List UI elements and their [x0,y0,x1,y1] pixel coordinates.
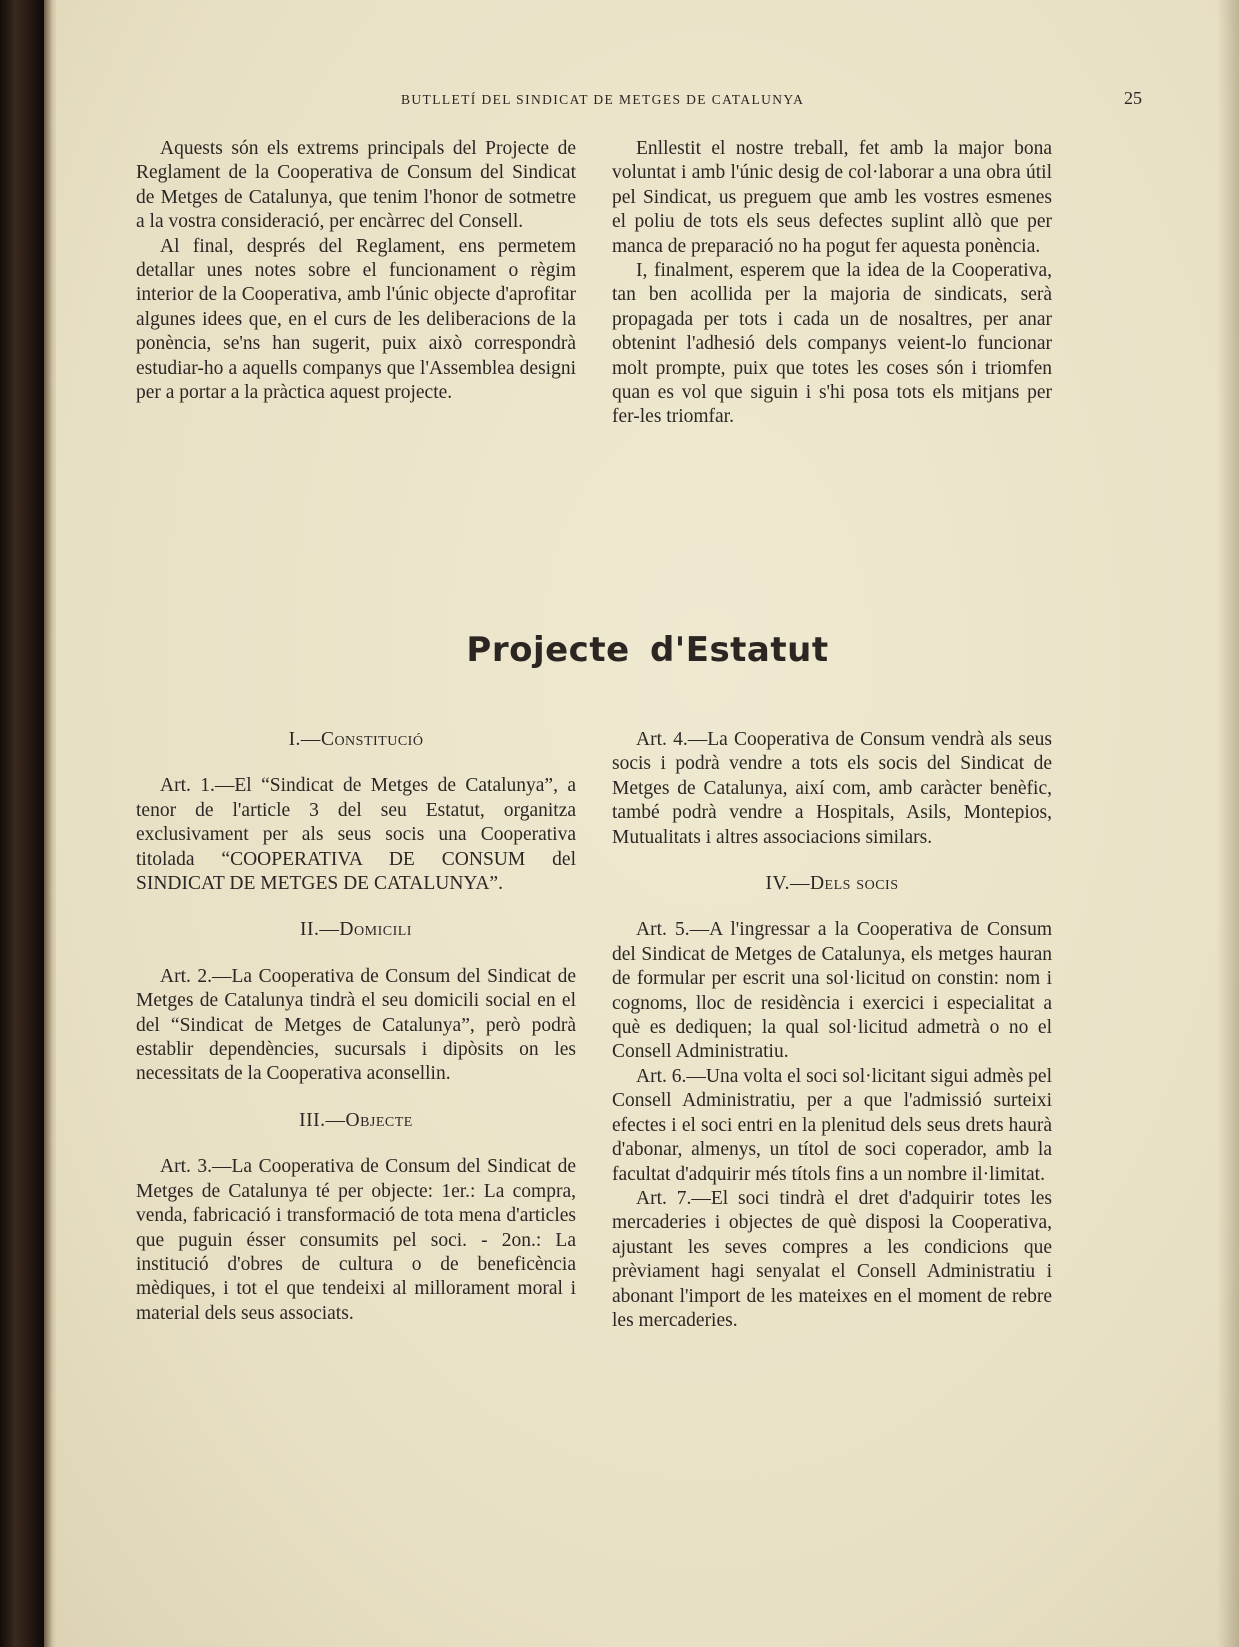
section-title: Projecte d'Estatut [466,630,829,670]
section-heading-objecte: III.—Objecte [299,1109,413,1131]
intro-paragraph-3: Enllestit el nostre treball, fet amb la major bona voluntat i amb l'únic desig de col·laborar a una obra útil pel Sindicat, us preguem que amb les vostres esmenes el poliu de tots els seus defectes suplint allò que per manca de preparació no ha pogut fer aquesta ponència. [612,138,1052,257]
intro-left-column [136,137,576,405]
article-1: Art. 1.—El “Sindicat de Metges de Catalunya”, a tenor de l'article 3 del seu Estatut, organitza exclusivament per als seus socis una Cooperativa titolada “COOPERATIVA DE CONSUM del SINDICAT DE METGES DE CATALUNYA”. [136,775,576,895]
running-title: BUTLLETÍ DEL SINDICAT DE METGES DE CATALUNYA [401,92,805,107]
page-number: 25 [1124,88,1142,108]
article-7: Art. 7.—El soci tindrà el dret d'adquirir totes les mercaderies i objectes de què disposi la Cooperativa, ajustant les seves compres a les condicions que prèviament hagi senyalat el Consell Administratiu i abonant l'import de les mateixes en el moment de rebre les mercaderies. [612,1187,1052,1331]
article-3: Art. 3.—La Cooperativa de Consum del Sindicat de Metges de Catalunya té per objecte: 1er.: La compra, venda, fabricació i transformació de tota mena d'articles que puguin ésser consumits pel soci. - 2on.: La institució d'obres de cultura o de beneficència mèdiques, i tot el que tendeixi al millorament moral i material dels seus associats. [136,1156,576,1324]
article-4: Art. 4.—La Cooperativa de Consum vendrà als seus socis i podrà vendre a tots els socis del Sindicat de Metges de Catalunya, així com, amb caràcter benèfic, també podrà vendre a Hospitals, Asils, Montepios, Mutualitats i altres associacions similars. [612,729,1052,848]
intro-paragraph-2: Al final, després del Reglament, ens permetem detallar unes notes sobre el funcionament o règim interior de la Cooperativa, amb l'únic objecte d'aprofitar algunes idees que, en el curs de les deliberacions de la ponència, se'ns han sugerit, puix això correspondrà estudiar-ho a aquells companys que l'Assemblea designi per a portar a la pràctica aquest projecte. [136,235,576,404]
section-heading-constitucio: I.—Constitució [288,729,424,750]
article-5: Art. 5.—A l'ingressar a la Cooperativa de Consum del Sindicat de Metges de Catalunya, els metges hauran de formular per escrit una sol·licitud on constin: nom i cognoms, lloc de residència i exercici i especialitat a què es dediquen; la qual sol·licitud admetrà o no el Consell Administratiu. [612,919,1052,1063]
section-heading-domicili: II.—Domicili [300,919,412,941]
intro-paragraph-4: I, finalment, esperem que la idea de la Cooperativa, tan ben acollida per la majoria de sindicats, serà propagada per tots i cada un de nosaltres, per anar obtenint l'adhesió dels companys veient-lo funcionar molt prompte, puix que totes les coses són i triomfen quan es vol que siguin i s'hi posa tots els mitjans per fer-les triomfar. [612,260,1052,428]
statute-right-column [612,728,1052,1333]
section-heading-socis: IV.—Dels socis [765,873,899,895]
intro-right-column [612,137,1052,430]
book-spine [0,0,44,1647]
article-2: Art. 2.—La Cooperativa de Consum del Sindicat de Metges de Catalunya tindrà el seu domicili social en el del “Sindicat de Metges de Catalunya”, però podrà establir dependències, sucursals i dipòsits on les necessitats de la Cooperativa aconsellin. [136,965,576,1085]
statute-left-column [136,728,576,1326]
intro-paragraph-1: Aquests són els extrems principals del Projecte de Reglament de la Cooperativa de Consum del Sindicat de Metges de Catalunya, que tenim l'honor de sotmetre a la vostra consideració, per encàrrec del Consell. [136,138,576,233]
document-page [56,0,1239,1647]
page-edge-shadow [1217,0,1239,1647]
article-6: Art. 6.—Una volta el soci sol·licitant sigui admès pel Consell Administratiu, per a que l'admissió surteixi efectes i el soci entri en la plenitud dels seus drets haurà d'abonar, almenys, un títol de soci coperador, amb la facultat d'adquirir més títols fins a un nombre il·limitat. [612,1065,1052,1185]
running-header [56,90,1239,114]
